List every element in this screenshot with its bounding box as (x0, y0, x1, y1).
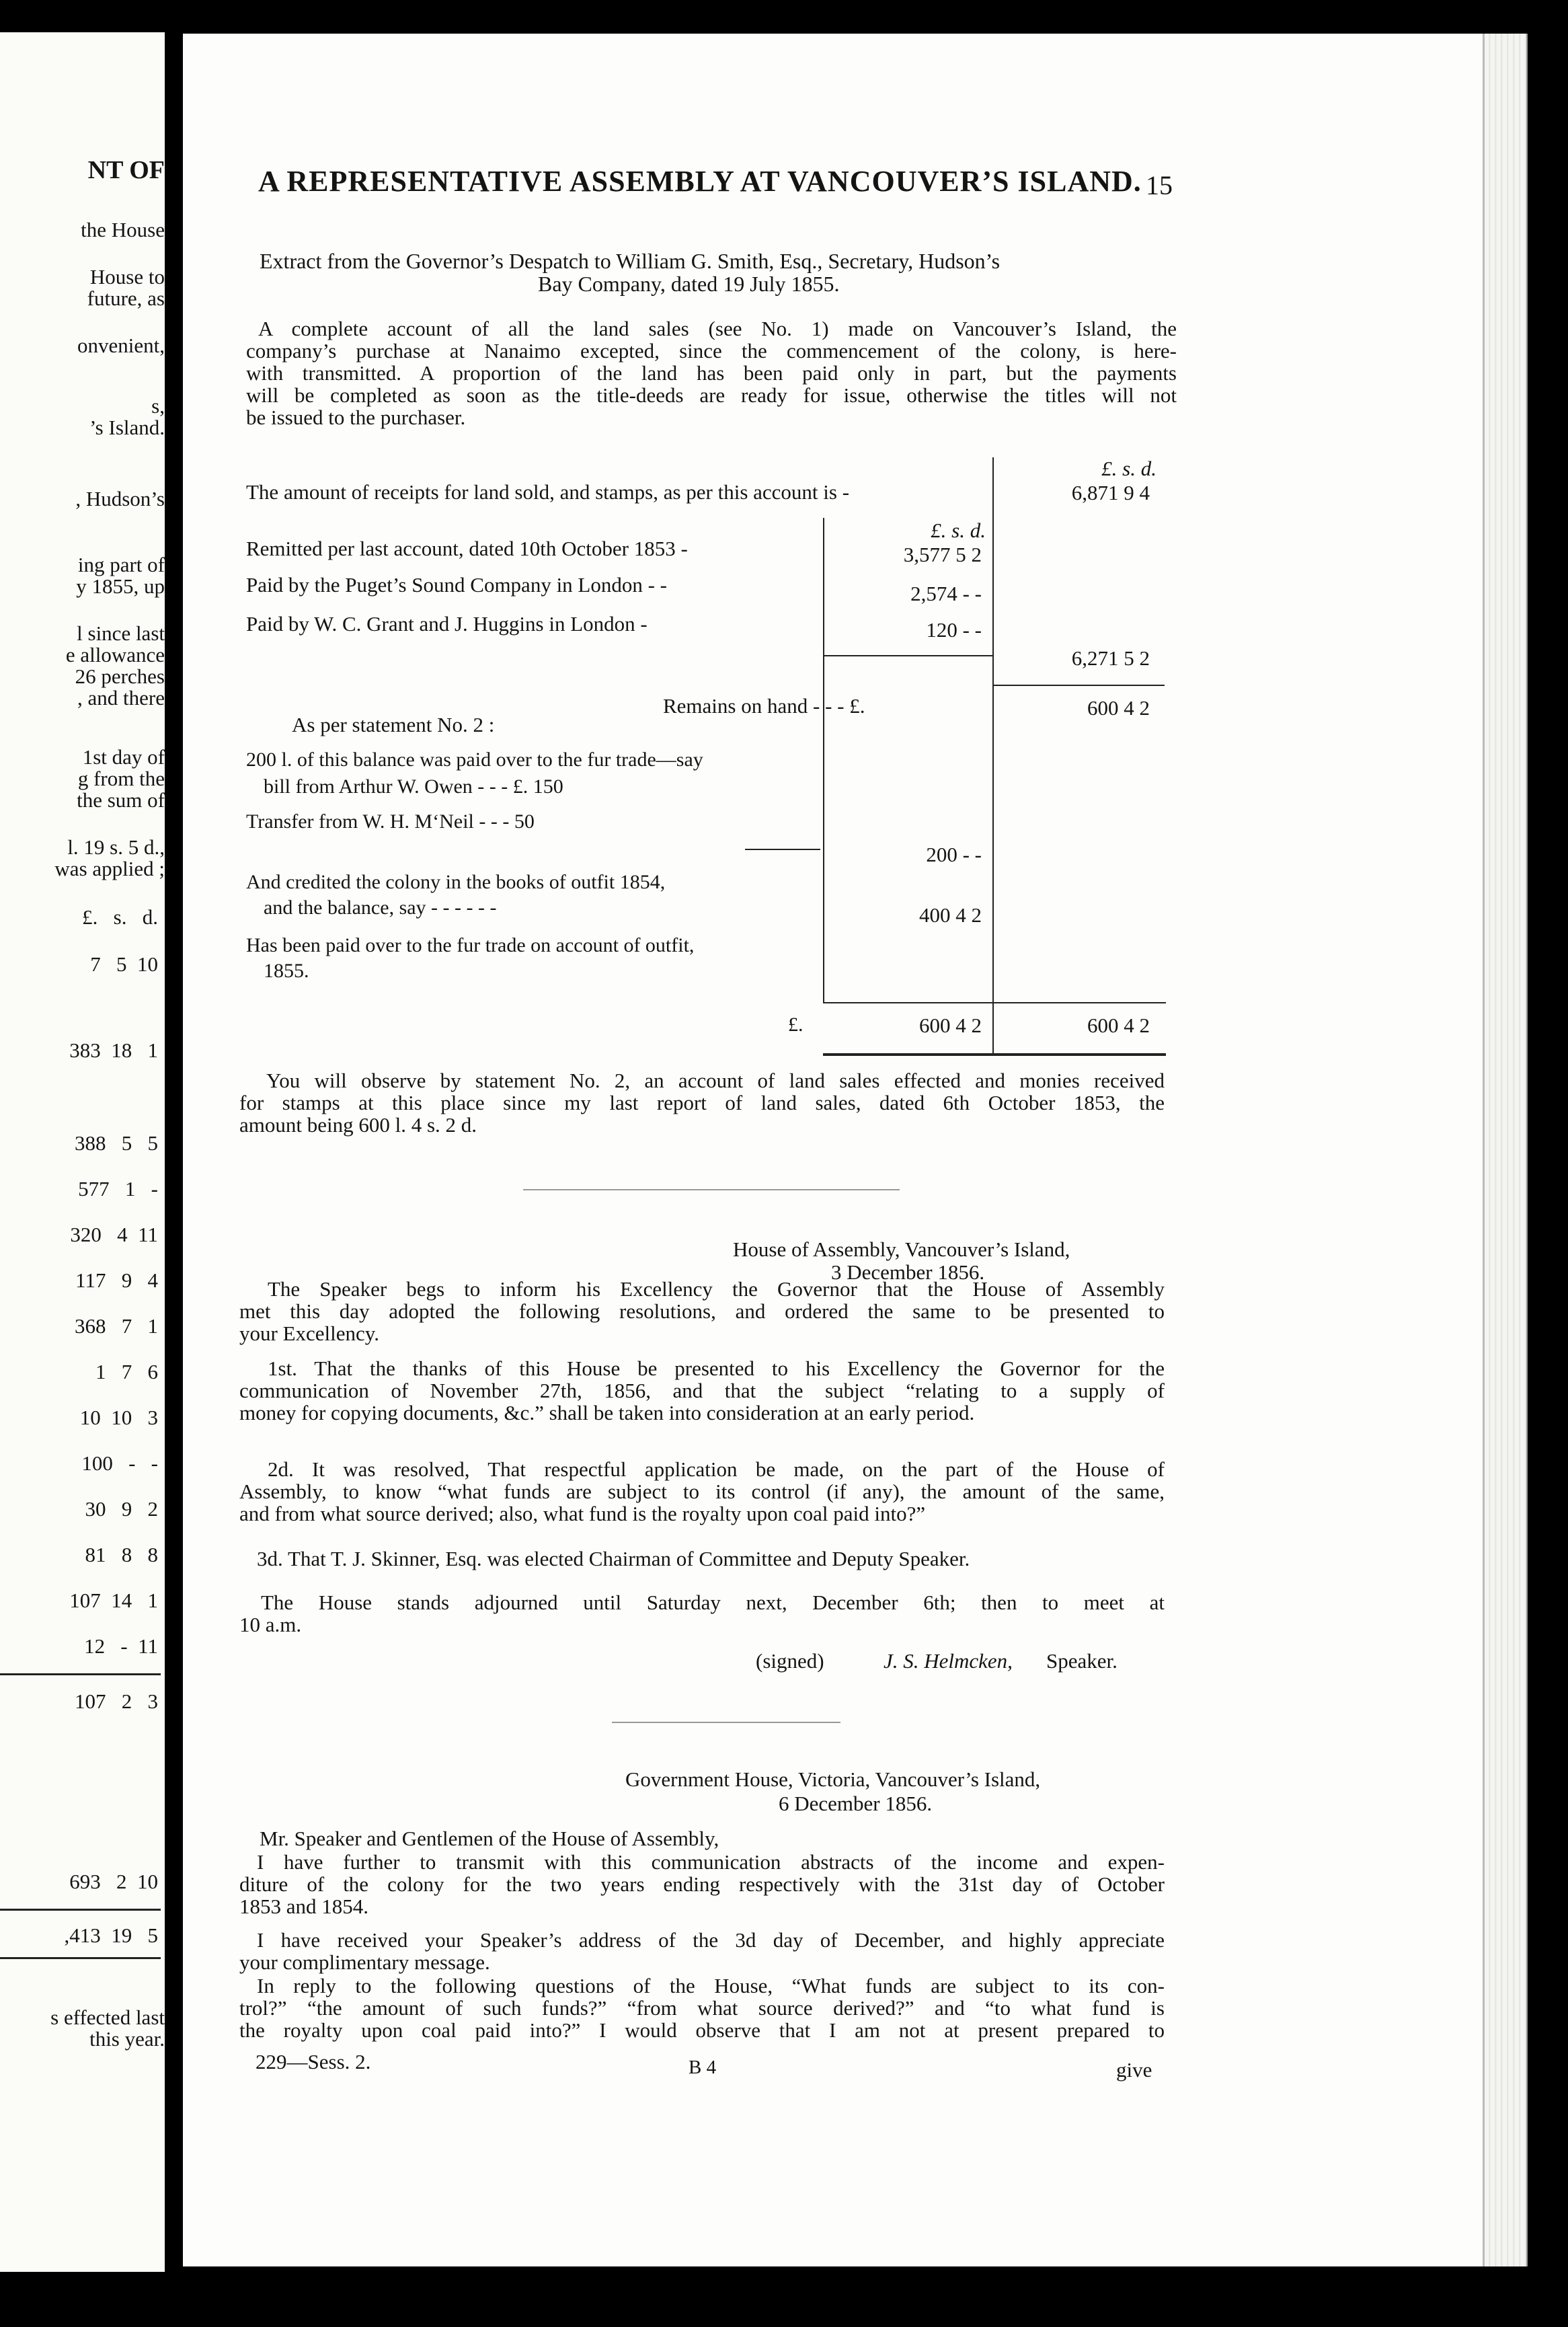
government-place: Government House, Victoria, Vancouver’s Island, (625, 1767, 1041, 1791)
left-table-rule (0, 1909, 161, 1911)
paragraph-line: the royalty upon coal paid into?” I would observe that I am not at present prepared to (239, 2018, 1165, 2042)
paragraph-line: I have received your Speaker’s address of the 3d day of December, and highly appreciate (257, 1928, 1165, 1952)
paragraph-line: 1853 and 1854. (239, 1895, 369, 1918)
paragraph-line: The House stands adjourned until Saturday next, December 6th; then to meet at (261, 1591, 1165, 1614)
left-line: , and there (77, 686, 165, 710)
running-title: A REPRESENTATIVE ASSEMBLY AT VANCOUVER’S ISLAND. (258, 165, 1142, 198)
paragraph-line: will be completed as soon as the title-deeds are ready for issue, otherwise the titles will not (246, 383, 1177, 407)
section-divider (523, 1189, 900, 1190)
left-table-row: 368 7 1 (75, 1314, 158, 1338)
section-divider (612, 1722, 840, 1723)
left-table-row: 12 - 11 (84, 1634, 158, 1658)
left-table-row: ,413 19 5 (64, 1923, 158, 1947)
assembly-place: House of Assembly, Vancouver’s Island, (733, 1237, 1070, 1261)
left-line: l. 19 s. 5 d., (67, 835, 165, 859)
pugets-value: 2,574 - - (910, 582, 982, 605)
paragraph-line: money for copying documents, &c.” shall be taken into consideration at an early period. (239, 1401, 975, 1424)
extract-paragraph (246, 317, 1177, 428)
balance-line: bill from Arthur W. Owen - - - £. 150 (264, 775, 563, 798)
left-table-rule (0, 1957, 161, 1959)
left-table-row: 577 1 - (78, 1177, 158, 1200)
salutation: Mr. Speaker and Gentlemen of the House of Assembly, (260, 1827, 719, 1850)
credited-value: 400 4 2 (919, 903, 982, 927)
paragraph-line: 10 a.m. (239, 1613, 302, 1636)
left-line: ’s Island. (89, 416, 165, 439)
left-line: future, as (87, 287, 165, 310)
government-paragraph-1 (239, 1851, 1165, 1917)
government-date: 6 December 1856. (779, 1792, 933, 1815)
left-table-row: 30 9 2 (85, 1497, 158, 1521)
assembly-intro (239, 1278, 1165, 1344)
paragraph-line: your Excellency. (239, 1322, 380, 1345)
left-table-row: 107 2 3 (75, 1689, 158, 1713)
remitted-label: Remitted per last account, dated 10th October 1853 - (246, 537, 688, 560)
paragraph-line: communication of November 27th, 1856, and that the subject “relating to a supply of (239, 1379, 1165, 1402)
adjourn-paragraph (239, 1591, 1165, 1636)
paragraph-line: The Speaker begs to inform his Excellency the Governor that the House of Assembly (268, 1277, 1165, 1301)
resolution-1 (239, 1357, 1165, 1424)
left-line: g from the (77, 767, 165, 790)
left-table-header: £. s. d. (82, 905, 158, 929)
grant-label: Paid by W. C. Grant and J. Huggins in London - (246, 612, 648, 636)
left-line: NT OF (87, 156, 165, 184)
assembly-date: 3 December 1856. (831, 1260, 985, 1284)
paragraph-line: Assembly, to know “what funds are subject to its control (if any), the amount of the same, (239, 1480, 1165, 1503)
left-line: House to (89, 265, 165, 289)
remitted-value: 3,577 5 2 (903, 543, 982, 566)
paragraph-line: met this day adopted the following resolutions, and ordered the same to be presented to (239, 1299, 1165, 1323)
paragraph-line: for stamps at this place since my last report of land sales, dated 6th October 1853, the (239, 1091, 1165, 1114)
signed-label: (signed) (756, 1649, 824, 1673)
extract-heading-line: Bay Company, dated 19 July 1855. (538, 272, 840, 296)
left-line: this year. (89, 2027, 165, 2051)
subtotal-rule (823, 655, 994, 656)
catchword: give (1116, 2058, 1152, 2082)
left-line: , Hudson’s (75, 487, 165, 510)
government-paragraph-2 (239, 1929, 1165, 1973)
total-pound-sign: £. (788, 1014, 803, 1036)
left-table-row: 10 10 3 (79, 1406, 158, 1429)
left-line: e allowance (65, 643, 165, 666)
left-line: y 1855, up (76, 574, 165, 598)
total-outer: 600 4 2 (1087, 1014, 1150, 1037)
speaker-name: J. S. Helmcken, (884, 1649, 1013, 1673)
credited-line: And credited the colony in the books of outfit 1854, (246, 871, 666, 893)
total-double-rule (823, 1053, 1166, 1056)
total-rule (823, 1002, 1166, 1003)
outer-column-rule (992, 457, 994, 1053)
left-line: l since last (77, 621, 165, 645)
left-table-row: 7 5 10 (90, 952, 158, 976)
left-table-row: 100 - - (81, 1451, 158, 1475)
paid-line: Has been paid over to the fur trade on account of outfit, (246, 934, 695, 956)
paragraph-line: trol?” “the amount of such funds?” “from what source derived?” and “to what fund is (239, 1996, 1165, 2020)
extract-heading-line: Extract from the Governor’s Despatch to William G. Smith, Esq., Secretary, Hudson’s (260, 249, 1001, 273)
paragraph-line: with transmitted. A proportion of the land has been paid only in part, but the payments (246, 361, 1177, 385)
statement-label: As per statement No. 2 : (292, 713, 495, 736)
observe-paragraph (239, 1069, 1165, 1136)
paid-line: 1855. (264, 960, 309, 982)
paragraph-line: your complimentary message. (239, 1950, 490, 1974)
left-line: s effected last (50, 2006, 165, 2029)
transfer-rule (745, 849, 820, 850)
speaker-title: Speaker. (1046, 1649, 1118, 1673)
left-line: the sum of (77, 788, 165, 812)
left-line: the House (81, 218, 165, 241)
outer-column-header: £. s. d. (1101, 457, 1157, 480)
left-table-row: 388 5 5 (75, 1131, 158, 1155)
signature-mark: B 4 (689, 2057, 717, 2078)
left-table-row: 1 7 6 (95, 1360, 158, 1383)
session-number: 229—Sess. 2. (256, 2050, 371, 2073)
left-line: s, (151, 394, 165, 418)
left-line: 26 perches (75, 664, 165, 688)
paragraph-line: I have further to transmit with this communication abstracts of the income and expen- (257, 1850, 1165, 1874)
left-line: ing part of (77, 553, 165, 576)
government-paragraph-3 (239, 1975, 1165, 2041)
subtotal-value: 6,271 5 2 (1071, 646, 1150, 670)
resolution-2 (239, 1458, 1165, 1525)
left-line: onvenient, (77, 334, 165, 357)
remains-label: Remains on hand - - - £. (663, 694, 865, 718)
paragraph-line: be issued to the purchaser. (246, 406, 466, 429)
paragraph-line: A complete account of all the land sales (see No. 1) made on Vancouver’s Island, the (258, 317, 1177, 340)
paragraph-line: diture of the colony for the two years ending respectively with the 31st day of October (239, 1872, 1165, 1896)
page-edge-strip (1483, 34, 1528, 2266)
paragraph-line: 2d. It was resolved, That respectful application be made, on the part of the House of (268, 1457, 1165, 1481)
left-table-row: 107 14 1 (69, 1589, 158, 1612)
pugets-label: Paid by the Puget’s Sound Company in London - - (246, 573, 668, 597)
credited-line: and the balance, say - - - - - - (264, 897, 497, 919)
mcneil-line: Transfer from W. H. M‘Neil - - - 50 (246, 810, 535, 833)
total-inner: 600 4 2 (919, 1014, 982, 1037)
left-table-rule (0, 1673, 161, 1675)
grant-value: 120 - - (926, 618, 982, 642)
paragraph-line: amount being 600 l. 4 s. 2 d. (239, 1113, 477, 1137)
inner-column-rule (823, 518, 824, 1002)
resolution-3: 3d. That T. J. Skinner, Esq. was elected Chairman of Committee and Deputy Speaker. (257, 1547, 970, 1570)
remains-rule (994, 685, 1165, 686)
balance-line: 200 l. of this balance was paid over to the fur trade—say (246, 749, 703, 771)
left-table-row: 320 4 11 (70, 1223, 158, 1246)
remains-value: 600 4 2 (1087, 696, 1150, 720)
receipts-total: 6,871 9 4 (1071, 481, 1150, 504)
paragraph-line: company’s purchase at Nanaimo excepted, since the commencement of the colony, is here- (246, 339, 1177, 363)
left-table-row: 117 9 4 (75, 1268, 158, 1292)
paragraph-line: and from what source derived; also, what fund is the royalty upon coal paid into?” (239, 1502, 926, 1525)
inner-column-header: £. s. d. (931, 519, 986, 542)
left-line: was applied ; (54, 857, 165, 880)
left-table-row: 81 8 8 (85, 1543, 158, 1566)
paragraph-line: In reply to the following questions of the House, “What funds are subject to its con- (257, 1974, 1165, 1997)
receipts-label: The amount of receipts for land sold, and stamps, as per this account is - (246, 480, 850, 504)
page-number: 15 (1146, 170, 1173, 200)
left-table-row: 693 2 10 (69, 1870, 158, 1893)
left-page-fragment (0, 32, 165, 2272)
paragraph-line: 1st. That the thanks of this House be presented to his Excellency the Governor for the (268, 1357, 1165, 1380)
paragraph-line: You will observe by statement No. 2, an account of land sales effected and monies received (266, 1069, 1165, 1092)
left-line: 1st day of (82, 745, 165, 769)
transfer-total: 200 - - (926, 843, 982, 866)
left-table-row: 383 18 1 (69, 1038, 158, 1062)
